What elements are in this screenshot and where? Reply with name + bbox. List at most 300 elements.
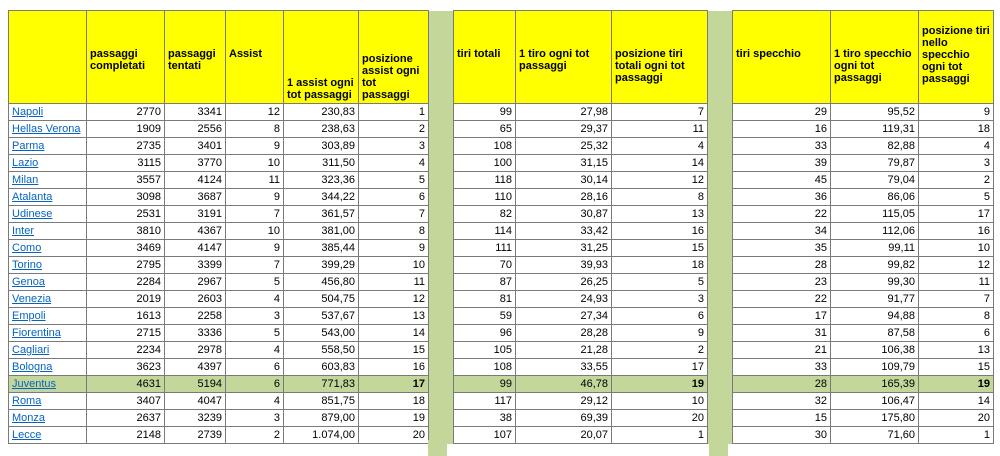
cell-passes-per-assist[interactable]: 879,00 [284,410,359,427]
cell-passes-per-shot[interactable]: 29,12 [516,393,612,410]
cell-passes-completed[interactable]: 2019 [87,291,165,308]
header-passes-per-shot[interactable]: 1 tiro ogni tot passaggi [516,11,612,104]
cell-shot-rank[interactable]: 13 [612,206,708,223]
cell-passes-completed[interactable]: 3098 [87,189,165,206]
cell-shot-rank[interactable]: 1 [612,427,708,444]
cell-passes-per-on-target[interactable]: 106,38 [831,342,919,359]
cell-gap[interactable] [429,376,454,393]
header-assist[interactable]: Assist [226,11,284,104]
cell-passes-per-on-target[interactable]: 79,87 [831,155,919,172]
cell-assist[interactable]: 6 [226,376,284,393]
team-link[interactable]: Parma [12,140,45,152]
cell-passes-per-shot[interactable]: 29,37 [516,121,612,138]
cell-assist-rank[interactable]: 11 [359,274,429,291]
cell-team[interactable] [9,257,87,274]
cell-assist[interactable]: 9 [226,240,284,257]
cell-on-target-rank[interactable]: 8 [919,308,994,325]
cell-passes-attempted[interactable]: 2978 [165,342,226,359]
cell-gap[interactable] [708,291,733,308]
cell-passes-per-assist[interactable]: 238,63 [284,121,359,138]
cell-on-target-rank[interactable]: 18 [919,121,994,138]
cell-shots-total[interactable]: 65 [454,121,516,138]
cell-passes-per-shot[interactable]: 33,42 [516,223,612,240]
cell-assist-rank[interactable]: 15 [359,342,429,359]
cell-passes-attempted[interactable]: 4397 [165,359,226,376]
cell-shots-total[interactable]: 117 [454,393,516,410]
cell-passes-per-shot[interactable]: 26,25 [516,274,612,291]
cell-assist[interactable]: 6 [226,359,284,376]
cell-gap[interactable] [708,206,733,223]
cell-gap[interactable] [708,172,733,189]
cell-passes-per-on-target[interactable]: 109,79 [831,359,919,376]
header-passes-per-on-target[interactable]: 1 tiro specchio ogni tot passaggi [831,11,919,104]
cell-passes-attempted[interactable]: 4047 [165,393,226,410]
cell-assist-rank[interactable]: 7 [359,206,429,223]
cell-team[interactable] [9,410,87,427]
cell-gap[interactable] [708,138,733,155]
cell-shots-on-target[interactable]: 23 [733,274,831,291]
team-link[interactable]: Venezia [12,293,52,305]
cell-passes-attempted[interactable]: 3191 [165,206,226,223]
cell-passes-per-assist[interactable]: 303,89 [284,138,359,155]
cell-passes-per-on-target[interactable]: 87,58 [831,325,919,342]
cell-passes-attempted[interactable]: 3401 [165,138,226,155]
cell-assist[interactable]: 12 [226,104,284,121]
cell-passes-completed[interactable]: 1909 [87,121,165,138]
cell-gap[interactable] [429,257,454,274]
cell-shots-on-target[interactable]: 16 [733,121,831,138]
team-link[interactable]: Lecce [12,429,42,441]
cell-passes-per-assist[interactable]: 504,75 [284,291,359,308]
cell-team[interactable] [9,427,87,444]
team-link[interactable]: Empoli [12,310,46,322]
cell-gap[interactable] [708,393,733,410]
cell-gap[interactable] [708,342,733,359]
cell-assist-rank[interactable]: 12 [359,291,429,308]
cell-assist[interactable]: 11 [226,172,284,189]
cell-passes-completed[interactable]: 3557 [87,172,165,189]
cell-passes-completed[interactable]: 1613 [87,308,165,325]
header-passes-per-assist[interactable]: 1 assist ogni tot passaggi [284,11,359,104]
header-shot-rank[interactable]: posizione tiri totali ogni tot passaggi [612,11,708,104]
cell-passes-per-on-target[interactable]: 115,05 [831,206,919,223]
cell-shots-on-target[interactable]: 35 [733,240,831,257]
cell-passes-completed[interactable]: 4631 [87,376,165,393]
cell-passes-per-assist[interactable]: 558,50 [284,342,359,359]
cell-team[interactable] [9,393,87,410]
cell-assist[interactable]: 3 [226,308,284,325]
cell-gap[interactable] [708,376,733,393]
cell-gap[interactable] [429,138,454,155]
cell-passes-per-assist[interactable]: 537,67 [284,308,359,325]
cell-shots-on-target[interactable]: 17 [733,308,831,325]
team-link[interactable]: Bologna [12,361,53,373]
cell-gap[interactable] [708,325,733,342]
cell-passes-per-on-target[interactable]: 82,88 [831,138,919,155]
cell-passes-per-assist[interactable]: 603,83 [284,359,359,376]
cell-gap[interactable] [708,104,733,121]
cell-passes-per-shot[interactable]: 21,28 [516,342,612,359]
cell-gap[interactable] [708,223,733,240]
cell-passes-attempted[interactable]: 2556 [165,121,226,138]
cell-passes-per-on-target[interactable]: 94,88 [831,308,919,325]
cell-shot-rank[interactable]: 11 [612,121,708,138]
team-link[interactable]: Atalanta [12,191,53,203]
cell-team[interactable] [9,223,87,240]
cell-shots-total[interactable]: 38 [454,410,516,427]
cell-passes-per-assist[interactable]: 361,57 [284,206,359,223]
cell-team[interactable] [9,189,87,206]
cell-passes-completed[interactable]: 2770 [87,104,165,121]
cell-passes-per-assist[interactable]: 230,83 [284,104,359,121]
cell-shots-total[interactable]: 100 [454,155,516,172]
cell-team[interactable] [9,138,87,155]
cell-team[interactable] [9,240,87,257]
cell-shots-total[interactable]: 108 [454,138,516,155]
cell-passes-per-assist[interactable]: 543,00 [284,325,359,342]
cell-assist-rank[interactable]: 14 [359,325,429,342]
cell-shots-total[interactable]: 99 [454,104,516,121]
cell-on-target-rank[interactable]: 13 [919,342,994,359]
cell-shots-total[interactable]: 99 [454,376,516,393]
cell-assist[interactable]: 4 [226,393,284,410]
cell-on-target-rank[interactable]: 14 [919,393,994,410]
cell-assist-rank[interactable]: 9 [359,240,429,257]
team-link[interactable]: Udinese [12,208,53,220]
cell-shots-on-target[interactable]: 33 [733,359,831,376]
cell-assist-rank[interactable]: 4 [359,155,429,172]
cell-team[interactable] [9,121,87,138]
cell-passes-attempted[interactable]: 2603 [165,291,226,308]
cell-passes-per-shot[interactable]: 31,15 [516,155,612,172]
cell-shot-rank[interactable]: 14 [612,155,708,172]
cell-team[interactable] [9,206,87,223]
cell-shots-total[interactable]: 96 [454,325,516,342]
cell-team[interactable] [9,359,87,376]
cell-team[interactable] [9,308,87,325]
cell-shots-total[interactable]: 105 [454,342,516,359]
cell-assist[interactable]: 8 [226,121,284,138]
cell-passes-per-assist[interactable]: 344,22 [284,189,359,206]
cell-passes-per-shot[interactable]: 24,93 [516,291,612,308]
cell-gap[interactable] [429,393,454,410]
team-link[interactable]: Fiorentina [12,327,61,339]
cell-passes-completed[interactable]: 3115 [87,155,165,172]
cell-passes-per-shot[interactable]: 30,87 [516,206,612,223]
cell-passes-completed[interactable]: 3407 [87,393,165,410]
cell-passes-attempted[interactable]: 3687 [165,189,226,206]
cell-passes-per-on-target[interactable]: 79,04 [831,172,919,189]
cell-passes-per-shot[interactable]: 20,07 [516,427,612,444]
cell-assist-rank[interactable]: 6 [359,189,429,206]
cell-assist-rank[interactable]: 19 [359,410,429,427]
cell-shots-on-target[interactable]: 34 [733,223,831,240]
cell-gap[interactable] [429,240,454,257]
cell-assist-rank[interactable]: 1 [359,104,429,121]
cell-gap[interactable] [429,189,454,206]
cell-shot-rank[interactable]: 6 [612,308,708,325]
cell-assist-rank[interactable]: 3 [359,138,429,155]
cell-assist-rank[interactable]: 13 [359,308,429,325]
cell-assist[interactable]: 5 [226,325,284,342]
cell-passes-per-assist[interactable]: 1.074,00 [284,427,359,444]
cell-passes-attempted[interactable]: 3341 [165,104,226,121]
cell-on-target-rank[interactable]: 16 [919,223,994,240]
cell-shots-on-target[interactable]: 45 [733,172,831,189]
cell-shots-total[interactable]: 87 [454,274,516,291]
cell-passes-completed[interactable]: 2234 [87,342,165,359]
cell-shots-on-target[interactable]: 22 [733,291,831,308]
cell-passes-per-assist[interactable]: 399,29 [284,257,359,274]
team-link[interactable]: Hellas Verona [12,123,81,135]
cell-gap[interactable] [429,342,454,359]
cell-shots-on-target[interactable]: 29 [733,104,831,121]
cell-on-target-rank[interactable]: 12 [919,257,994,274]
cell-assist[interactable]: 3 [226,410,284,427]
cell-shot-rank[interactable]: 12 [612,172,708,189]
team-link[interactable]: Juventus [12,378,57,390]
cell-shots-total[interactable]: 108 [454,359,516,376]
cell-assist-rank[interactable]: 17 [359,376,429,393]
cell-shots-total[interactable]: 118 [454,172,516,189]
cell-gap[interactable] [708,359,733,376]
cell-passes-per-on-target[interactable]: 99,82 [831,257,919,274]
cell-team[interactable] [9,376,87,393]
cell-team[interactable] [9,172,87,189]
header-shots-on-target[interactable]: tiri specchio [733,11,831,104]
cell-gap[interactable] [708,308,733,325]
cell-shot-rank[interactable]: 9 [612,325,708,342]
cell-passes-per-on-target[interactable]: 119,31 [831,121,919,138]
cell-passes-completed[interactable]: 3810 [87,223,165,240]
cell-team[interactable] [9,274,87,291]
cell-passes-completed[interactable]: 2735 [87,138,165,155]
cell-team[interactable] [9,325,87,342]
cell-assist-rank[interactable]: 18 [359,393,429,410]
cell-passes-per-on-target[interactable]: 106,47 [831,393,919,410]
cell-on-target-rank[interactable]: 11 [919,274,994,291]
cell-shots-total[interactable]: 107 [454,427,516,444]
cell-passes-per-assist[interactable]: 311,50 [284,155,359,172]
cell-on-target-rank[interactable]: 4 [919,138,994,155]
cell-passes-attempted[interactable]: 4367 [165,223,226,240]
cell-passes-per-on-target[interactable]: 165,39 [831,376,919,393]
cell-on-target-rank[interactable]: 19 [919,376,994,393]
cell-passes-completed[interactable]: 2795 [87,257,165,274]
cell-assist[interactable]: 7 [226,257,284,274]
cell-gap[interactable] [708,410,733,427]
cell-assist[interactable]: 10 [226,223,284,240]
cell-on-target-rank[interactable]: 10 [919,240,994,257]
cell-on-target-rank[interactable]: 2 [919,172,994,189]
cell-shot-rank[interactable]: 10 [612,393,708,410]
cell-passes-per-on-target[interactable]: 112,06 [831,223,919,240]
cell-passes-per-on-target[interactable]: 175,80 [831,410,919,427]
cell-gap[interactable] [429,325,454,342]
header-passes-completed[interactable]: passaggi completati [87,11,165,104]
cell-shot-rank[interactable]: 18 [612,257,708,274]
cell-assist-rank[interactable]: 16 [359,359,429,376]
cell-assist[interactable]: 5 [226,274,284,291]
team-link[interactable]: Monza [12,412,46,424]
cell-passes-per-on-target[interactable]: 99,11 [831,240,919,257]
cell-gap[interactable] [708,257,733,274]
header-shots-total[interactable]: tiri totali [454,11,516,104]
cell-passes-per-shot[interactable]: 33,55 [516,359,612,376]
cell-passes-completed[interactable]: 2637 [87,410,165,427]
cell-gap[interactable] [429,172,454,189]
cell-passes-per-shot[interactable]: 28,28 [516,325,612,342]
cell-on-target-rank[interactable]: 6 [919,325,994,342]
team-link[interactable]: Como [12,242,42,254]
cell-gap[interactable] [708,155,733,172]
cell-shots-on-target[interactable]: 31 [733,325,831,342]
cell-passes-attempted[interactable]: 2967 [165,274,226,291]
team-link[interactable]: Inter [12,225,35,237]
cell-passes-attempted[interactable]: 4124 [165,172,226,189]
cell-shots-total[interactable]: 81 [454,291,516,308]
cell-assist-rank[interactable]: 20 [359,427,429,444]
cell-shots-on-target[interactable]: 36 [733,189,831,206]
cell-on-target-rank[interactable]: 5 [919,189,994,206]
header-on-target-rank[interactable]: posizione tiri nello specchio ogni tot passaggi [919,11,994,104]
cell-passes-completed[interactable]: 2284 [87,274,165,291]
cell-gap[interactable] [429,359,454,376]
cell-shot-rank[interactable]: 3 [612,291,708,308]
team-link[interactable]: Lazio [12,157,39,169]
cell-shot-rank[interactable]: 17 [612,359,708,376]
cell-team[interactable] [9,291,87,308]
cell-assist-rank[interactable]: 10 [359,257,429,274]
cell-shot-rank[interactable]: 16 [612,223,708,240]
cell-shots-on-target[interactable]: 15 [733,410,831,427]
cell-shots-total[interactable]: 82 [454,206,516,223]
cell-passes-per-shot[interactable]: 28,16 [516,189,612,206]
cell-passes-per-on-target[interactable]: 95,52 [831,104,919,121]
header-gap[interactable] [708,11,733,104]
cell-shots-on-target[interactable]: 22 [733,206,831,223]
cell-shots-total[interactable]: 114 [454,223,516,240]
cell-passes-per-assist[interactable]: 771,83 [284,376,359,393]
cell-passes-per-shot[interactable]: 69,39 [516,410,612,427]
cell-gap[interactable] [429,206,454,223]
cell-passes-attempted[interactable]: 3399 [165,257,226,274]
header-team[interactable] [9,11,87,104]
cell-assist-rank[interactable]: 2 [359,121,429,138]
team-link[interactable]: Milan [12,174,39,186]
cell-passes-per-assist[interactable]: 851,75 [284,393,359,410]
cell-gap[interactable] [429,410,454,427]
cell-shots-on-target[interactable]: 39 [733,155,831,172]
cell-passes-per-on-target[interactable]: 71,60 [831,427,919,444]
cell-gap[interactable] [429,155,454,172]
cell-assist[interactable]: 9 [226,189,284,206]
header-passes-attempted[interactable]: passaggi tentati [165,11,226,104]
cell-passes-attempted[interactable]: 3770 [165,155,226,172]
cell-passes-per-shot[interactable]: 31,25 [516,240,612,257]
cell-gap[interactable] [708,274,733,291]
team-link[interactable]: Roma [12,395,42,407]
cell-team[interactable] [9,155,87,172]
cell-assist[interactable]: 2 [226,427,284,444]
cell-passes-completed[interactable]: 2148 [87,427,165,444]
cell-passes-per-on-target[interactable]: 91,77 [831,291,919,308]
cell-passes-completed[interactable]: 3469 [87,240,165,257]
cell-passes-completed[interactable]: 2715 [87,325,165,342]
cell-shots-on-target[interactable]: 28 [733,376,831,393]
cell-shots-total[interactable]: 110 [454,189,516,206]
team-link[interactable]: Torino [12,259,42,271]
cell-shot-rank[interactable]: 4 [612,138,708,155]
cell-on-target-rank[interactable]: 1 [919,427,994,444]
cell-passes-attempted[interactable]: 3336 [165,325,226,342]
cell-shots-total[interactable]: 111 [454,240,516,257]
cell-gap[interactable] [708,189,733,206]
cell-gap[interactable] [708,240,733,257]
cell-shots-on-target[interactable]: 32 [733,393,831,410]
cell-shots-total[interactable]: 59 [454,308,516,325]
cell-on-target-rank[interactable]: 3 [919,155,994,172]
cell-shots-on-target[interactable]: 28 [733,257,831,274]
header-gap[interactable] [429,11,454,104]
cell-shot-rank[interactable]: 7 [612,104,708,121]
cell-assist[interactable]: 9 [226,138,284,155]
cell-shot-rank[interactable]: 2 [612,342,708,359]
team-link[interactable]: Cagliari [12,344,50,356]
cell-passes-per-assist[interactable]: 385,44 [284,240,359,257]
cell-passes-per-on-target[interactable]: 86,06 [831,189,919,206]
cell-shot-rank[interactable]: 15 [612,240,708,257]
cell-shots-on-target[interactable]: 33 [733,138,831,155]
cell-shots-total[interactable]: 70 [454,257,516,274]
cell-passes-per-shot[interactable]: 25,32 [516,138,612,155]
cell-assist[interactable]: 4 [226,291,284,308]
cell-passes-per-assist[interactable]: 323,36 [284,172,359,189]
cell-assist[interactable]: 4 [226,342,284,359]
cell-passes-attempted[interactable]: 4147 [165,240,226,257]
cell-passes-per-on-target[interactable]: 99,30 [831,274,919,291]
cell-gap[interactable] [429,104,454,121]
cell-passes-per-shot[interactable]: 46,78 [516,376,612,393]
cell-on-target-rank[interactable]: 15 [919,359,994,376]
cell-passes-per-shot[interactable]: 27,98 [516,104,612,121]
cell-shot-rank[interactable]: 20 [612,410,708,427]
cell-on-target-rank[interactable]: 17 [919,206,994,223]
cell-passes-completed[interactable]: 3623 [87,359,165,376]
cell-passes-per-shot[interactable]: 27,34 [516,308,612,325]
cell-assist-rank[interactable]: 8 [359,223,429,240]
cell-passes-per-shot[interactable]: 30,14 [516,172,612,189]
cell-assist[interactable]: 10 [226,155,284,172]
cell-shots-on-target[interactable]: 21 [733,342,831,359]
cell-on-target-rank[interactable]: 20 [919,410,994,427]
cell-passes-attempted[interactable]: 2258 [165,308,226,325]
cell-gap[interactable] [708,121,733,138]
cell-on-target-rank[interactable]: 7 [919,291,994,308]
cell-team[interactable] [9,342,87,359]
cell-gap[interactable] [429,121,454,138]
cell-on-target-rank[interactable]: 9 [919,104,994,121]
cell-passes-per-assist[interactable]: 456,80 [284,274,359,291]
cell-shot-rank[interactable]: 19 [612,376,708,393]
cell-team[interactable] [9,104,87,121]
cell-shot-rank[interactable]: 8 [612,189,708,206]
cell-gap[interactable] [429,291,454,308]
cell-assist-rank[interactable]: 5 [359,172,429,189]
header-assist-rank[interactable]: posizione assist ogni tot passaggi [359,11,429,104]
cell-shot-rank[interactable]: 5 [612,274,708,291]
cell-shots-on-target[interactable]: 30 [733,427,831,444]
